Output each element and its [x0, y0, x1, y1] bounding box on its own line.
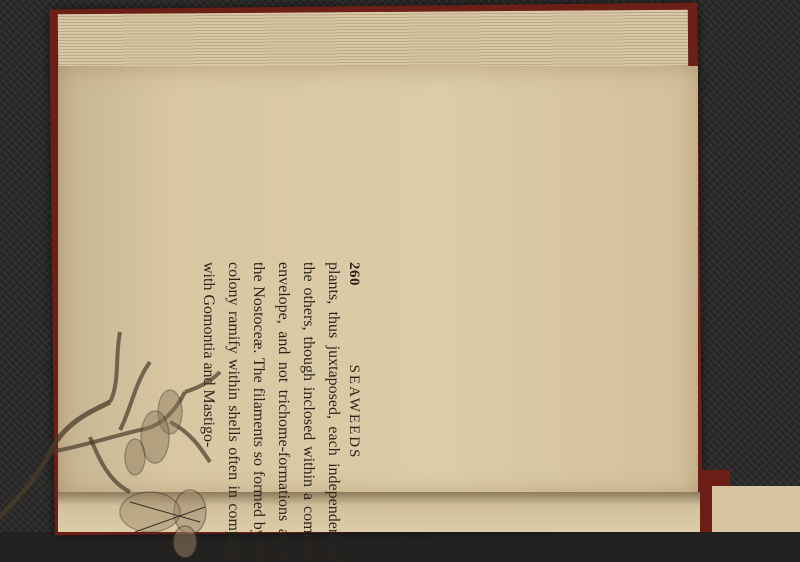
page-edges [58, 10, 688, 70]
facing-page [712, 486, 800, 532]
figure-illustration [0, 262, 230, 562]
running-head: SEAWEEDS [346, 364, 362, 460]
paragraph-top: plants, thus juxtaposed, each independent of the others, though inclosed within a common envelope, and not trichome-formations as in the Nostoceæ. The filaments so formed by the colony ramify within shells often in company with Gomontia and Mastigo- [200, 262, 342, 562]
rotated-text-block [0, 262, 362, 562]
page-column [0, 262, 362, 562]
page-number: 260 [346, 262, 362, 286]
